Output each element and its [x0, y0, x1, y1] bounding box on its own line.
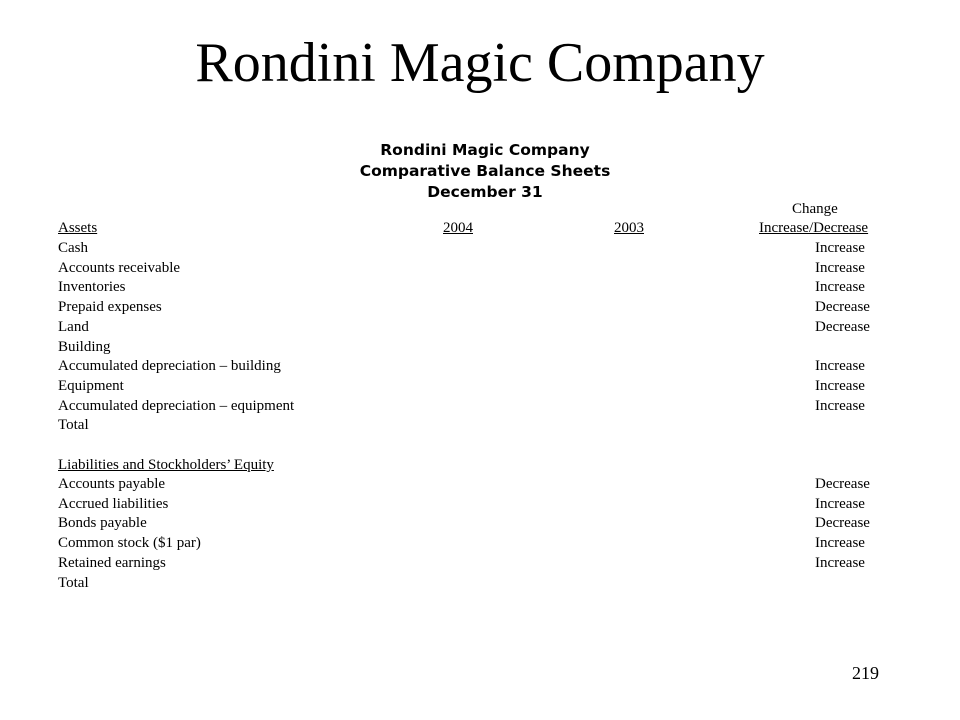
change-direction: Increase — [815, 279, 865, 296]
slide-title: Rondini Magic Company — [195, 32, 765, 94]
asset-row-label: Prepaid expenses — [58, 299, 162, 316]
liability-row-label: Accounts payable — [58, 476, 166, 492]
change-direction: Increase — [815, 535, 865, 552]
asset-row-label: Accumulated depreciation – equipment — [58, 397, 295, 414]
balance-sheet-heading — [280, 140, 690, 203]
asset-row-label: Accounts receivable — [58, 259, 181, 276]
change-direction: Increase — [815, 377, 865, 394]
liability-row-label: Common stock ($1 par) — [58, 535, 201, 552]
company-name: Rondini Magic Company — [380, 141, 590, 159]
change-direction: Decrease — [815, 318, 870, 335]
asset-row-label: Inventories — [58, 279, 126, 296]
year-2003-header: 2003 — [614, 220, 644, 236]
page-number: 219 — [852, 663, 879, 683]
statement-date: December 31 — [427, 183, 543, 201]
liability-row-label: Accrued liabilities — [58, 495, 169, 512]
change-direction: Increase — [815, 554, 865, 571]
assets-total-label: Total — [58, 417, 89, 433]
asset-row-label: Equipment — [58, 377, 124, 394]
asset-row-label: Land — [58, 318, 89, 335]
change-direction: Increase — [815, 495, 865, 512]
change-direction: Increase — [815, 240, 865, 256]
change-direction: Increase — [815, 397, 865, 414]
liability-row-label: Retained earnings — [58, 554, 166, 571]
change-direction: Decrease — [815, 476, 870, 492]
change-direction: Decrease — [815, 515, 870, 532]
asset-row-label: Cash — [58, 240, 88, 256]
asset-row-label: Building — [58, 338, 111, 355]
change-column-header: Increase/Decrease — [759, 220, 869, 236]
year-2004-header: 2004 — [443, 220, 473, 236]
liability-row-label: Bonds payable — [58, 515, 147, 532]
asset-row-label: Accumulated depreciation – building — [58, 358, 281, 375]
liabilities-total-label: Total — [58, 575, 89, 591]
change-direction: Increase — [815, 259, 865, 276]
change-column-header-top: Change — [792, 201, 838, 217]
liabilities-equity-header: Liabilities and Stockholders’ Equity — [58, 457, 274, 473]
change-direction: Increase — [815, 358, 865, 375]
statement-name: Comparative Balance Sheets — [359, 162, 611, 180]
change-direction: Decrease — [815, 299, 870, 316]
assets-header: Assets — [58, 220, 98, 236]
